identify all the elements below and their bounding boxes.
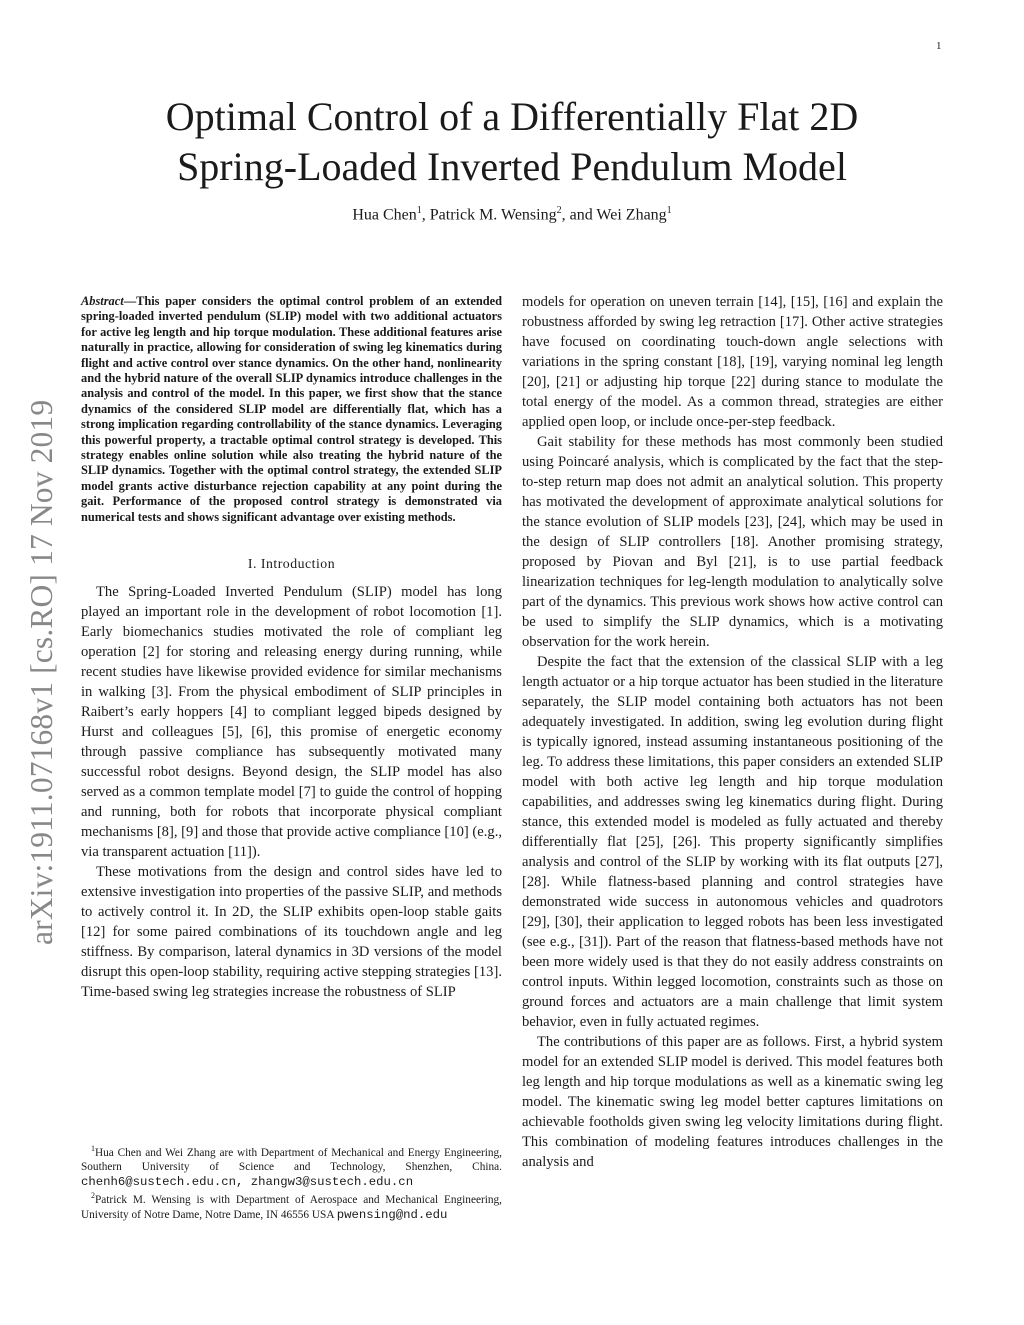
- author-separator: , and: [561, 206, 597, 224]
- footnote-2: [81, 1189, 502, 1222]
- body-paragraph: models for operation on uneven terrain [14], [15], [16] and explain the robustness afforded by swing leg retraction [17]. Other active strategies have focused on coordinating touch-down angle selections with variations in the spring constant [18], [19], varying nominal leg length [20], [21] or adjusting hip torque [22] during stance to modulate the total energy of the model. As a common thread, strategies are either applied open loop, or include once-per-step feedback.: [522, 294, 943, 430]
- left-column: [81, 294, 502, 1002]
- footnote-text: Hua Chen and Wei Zhang are with Department of Mechanical and Energy Engineering, Southern University of Science and Technology, Shenzhen, China.: [81, 1146, 502, 1174]
- footnotes: [81, 1142, 502, 1222]
- title-line-2: Spring-Loaded Inverted Pendulum Model: [177, 144, 847, 189]
- right-column: [522, 292, 943, 1172]
- abstract: [81, 294, 502, 525]
- abstract-label: Abstract: [81, 294, 124, 308]
- author-separator: ,: [421, 206, 430, 224]
- author-name: Wei Zhang: [596, 206, 667, 224]
- body-paragraph: Despite the fact that the extension of the classical SLIP with a leg length actuator or a hip torque actuator has been studied in the literature separately, the SLIP model containing both actuators has not been adequately investigated. In addition, swing leg evolution during flight is typically ignored, instead assuming instantaneous positioning of the leg. To address these limitations, this paper considers an extended SLIP model with both active leg length and hip torque modulation capabilities, and addresses swing leg kinematics during flight. During stance, this extended model is modeled as fully actuated and thereby differentially flat [25], [26]. This property significantly simplifies analysis and control of the SLIP by working with its flat outputs [27], [28]. While flatness-based planning and control strategies have demonstrated wide success in autonomous vehicles and quadrotors [29], [30], their application to legged robots has been less investigated (see e.g., [31]). Part of the reason that flatness-based methods have not been more widely used is that they do not easily address constraints on control inputs. Within legged locomotion, constraints such as those on ground forces and actuators are a main challenge that limit system behavior, even in fully actuated regimes.: [522, 654, 943, 1030]
- email-link[interactable]: chenh6@sustech.edu.cn, zhangw3@sustech.edu.cn: [81, 1174, 414, 1189]
- abstract-text: —This paper considers the optimal control problem of an extended spring-loaded inverted pendulum (SLIP) model with two additional actuators for active leg length and hip torque modulation. These additional features arise naturally in practice, allowing for consideration of swing leg kinematics during flight and active control over stance dynamics. On the other hand, nonlinearity and the hybrid nature of the overall SLIP dynamics introduce challenges in the analysis and control of the model. In this paper, we first show that the stance dynamics of the considered SLIP model are differentially flat, which has a strong implication regarding controllability of the stance dynamics. Leveraging this powerful property, a tractable optimal control strategy is developed. This strategy enables online solution while also treating the hybrid nature of the SLIP dynamics. Together with the optimal control strategy, the extended SLIP model grants active disturbance rejection capability at any point during the gait. Performance of the proposed control strategy is demonstrated via numerical tests and shows significant advantage over existing methods.: [81, 294, 502, 524]
- author-name: Hua Chen: [352, 206, 417, 224]
- paper-title: [100, 92, 924, 192]
- author-list: [100, 205, 924, 224]
- page-number: 1: [936, 40, 942, 52]
- body-paragraph: The Spring-Loaded Inverted Pendulum (SLIP) model has long played an important role in the development of robot locomotion [1]. Early biomechanics studies motivated the role of compliant leg operation [2] for storing and releasing energy during running, while recent studies have likewise provided evidence for similar mechanisms in walking [3]. From the physical embodiment of SLIP principles in Raibert’s early hoppers [4] to compliant legged bipeds designed by Hurst and colleagues [5], [6], this promise of energetic economy through passive compliance has subsequently motivated many successful robot designs. Beyond design, the SLIP model has also served as a common template model [7] to guide the control of hopping and running, both for robots that incorporate physical compliant mechanisms [8], [9] and those that provide active compliance [10] (e.g., via transparent actuation [11]).: [81, 584, 502, 861]
- body-paragraph: The contributions of this paper are as follows. First, a hybrid system model for an extended SLIP model is derived. This model features both leg length and hip torque modulations as well as a kinematic swing leg model. The kinematic swing leg model better captures limitations on achievable footholds given swing leg velocity limitations during flight. This combination of modeling features introduces challenges in the analysis and: [522, 1034, 943, 1170]
- affiliation-mark: 1: [666, 205, 672, 216]
- section-heading-introduction: I. Introduction: [247, 556, 336, 572]
- affiliation-mark: 1: [416, 205, 422, 216]
- footnote-1: [81, 1142, 502, 1189]
- body-paragraph: These motivations from the design and control sides have led to extensive investigation into properties of the passive SLIP, and methods to actively control it. In 2D, the SLIP exhibits open-loop stable gaits [12] for some paired combinations of its touchdown angle and leg stiffness. By comparison, lateral dynamics in 3D versions of the model disrupt this open-loop stability, requiring active stepping strategies [13]. Time-based swing leg strategies increase the robustness of SLIP: [81, 864, 502, 1001]
- arxiv-identifier-stamp: arXiv:1911.07168v1 [cs.RO] 17 Nov 2019: [24, 399, 59, 945]
- footnote-mark: 2: [91, 1191, 95, 1201]
- title-line-1: Optimal Control of a Differentially Flat 2D: [165, 94, 859, 139]
- email-link[interactable]: pwensing@nd.edu: [336, 1207, 448, 1222]
- footnote-mark: 1: [91, 1144, 95, 1153]
- author-name: Patrick M. Wensing: [429, 206, 557, 224]
- footnote-text: Patrick M. Wensing is with Department of Aerospace and Mechanical Engineering, University of Notre Dame, Notre Dame, IN 46556 USA: [81, 1194, 502, 1221]
- affiliation-mark: 2: [556, 205, 562, 216]
- body-paragraph: Gait stability for these methods has most commonly been studied using Poincaré analysis, which is complicated by the fact that the step-to-step return map does not admit an analytical solution. This property has motivated the development of approximate analytical solutions for the stance evolution of SLIP models [23], [24], which may be used in the design of SLIP controllers [18]. Another promising strategy, proposed by Piovan and Byl [21], is to use partial feedback linearization techniques for leg-length modulation to analytically solve part of the dynamics. This previous work shows how active control can be used to simplify the SLIP dynamics, which is a motivating observation for the work herein.: [522, 434, 943, 650]
